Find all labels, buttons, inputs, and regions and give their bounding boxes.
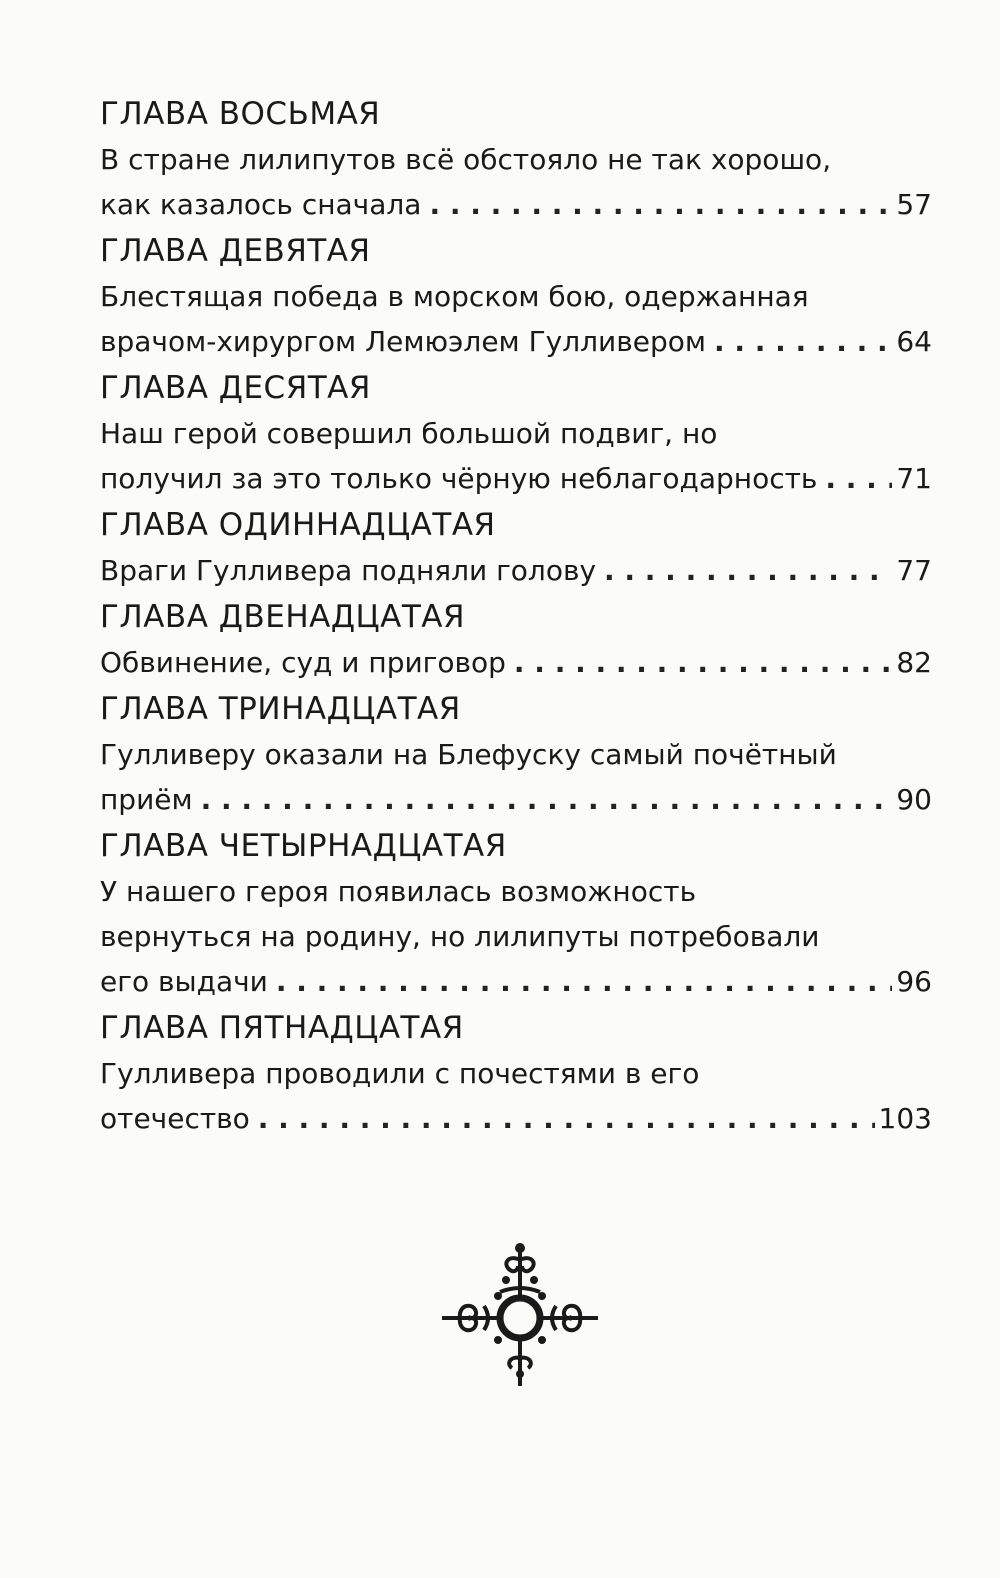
chapter-title <box>100 1051 932 1141</box>
toc-entry-chapter-11 <box>100 503 932 593</box>
chapter-title-line: отечество <box>100 1102 250 1135</box>
toc-entry-chapter-14 <box>100 824 932 1004</box>
flourish-ornament-icon <box>440 1240 600 1390</box>
chapter-title <box>100 548 932 593</box>
page-number: 90 <box>896 783 932 816</box>
toc-entry-chapter-15 <box>100 1006 932 1141</box>
toc-entry-chapter-12 <box>100 595 932 685</box>
chapter-title <box>100 411 932 501</box>
page-number: 64 <box>896 325 932 358</box>
chapter-heading: ГЛАВА ВОСЬМАЯ <box>100 96 381 132</box>
chapter-title-line: Гулливеру оказали на Блефуску самый почётный <box>100 738 837 771</box>
chapter-title-line: его выдачи <box>100 965 268 998</box>
chapter-heading: ГЛАВА ОДИННАДЦАТАЯ <box>100 507 496 543</box>
dot-leader <box>258 1096 875 1141</box>
chapter-heading: ГЛАВА ПЯТНАДЦАТАЯ <box>100 1010 464 1046</box>
page-number: 77 <box>896 554 932 587</box>
page-number: 57 <box>896 188 932 221</box>
table-of-contents <box>100 92 932 1141</box>
chapter-title-line: приём <box>100 783 193 816</box>
chapter-title-line: Обвинение, суд и приговор <box>100 646 506 679</box>
chapter-title-line: В стране лилипутов всё обстояло не так хорошо, <box>100 143 832 176</box>
chapter-title-line: получил за это только чёрную неблагодарность <box>100 462 818 495</box>
chapter-title-line: врачом-хирургом Лемюэлем Гулливером <box>100 325 706 358</box>
dot-leader <box>604 548 892 593</box>
chapter-title <box>100 137 932 227</box>
chapter-title <box>100 732 932 822</box>
page-number: 96 <box>896 965 932 998</box>
chapter-title <box>100 869 932 1004</box>
dot-leader <box>514 640 892 685</box>
chapter-title-line: Враги Гулливера подняли голову <box>100 554 597 587</box>
chapter-heading: ГЛАВА ДВЕНАДЦАТАЯ <box>100 599 466 635</box>
toc-entry-chapter-9 <box>100 229 932 364</box>
chapter-title-line: Гулливера проводили с почестями в его <box>100 1057 700 1090</box>
page-number: 71 <box>896 462 932 495</box>
dot-leader <box>429 182 892 227</box>
dot-leader <box>825 456 892 501</box>
chapter-heading: ГЛАВА ДЕСЯТАЯ <box>100 370 371 406</box>
page-number: 82 <box>896 646 932 679</box>
chapter-title-line: Блестящая победа в морском бою, одержанная <box>100 280 809 313</box>
dot-leader <box>201 777 893 822</box>
toc-entry-chapter-13 <box>100 687 932 822</box>
chapter-title-line: вернуться на родину, но лилипуты потребовали <box>100 920 820 953</box>
chapter-title-line: Наш герой совершил большой подвиг, но <box>100 417 718 450</box>
chapter-title-line: У нашего героя появилась возможность <box>100 875 697 908</box>
toc-entry-chapter-10 <box>100 366 932 501</box>
chapter-title <box>100 274 932 364</box>
toc-entry-chapter-8 <box>100 92 932 227</box>
chapter-title-line: как казалось сначала <box>100 188 422 221</box>
chapter-title <box>100 640 932 685</box>
chapter-heading: ГЛАВА ТРИНАДЦАТАЯ <box>100 691 461 727</box>
page-number: 103 <box>878 1102 932 1135</box>
chapter-heading: ГЛАВА ЧЕТЫРНАДЦАТАЯ <box>100 828 507 864</box>
chapter-heading: ГЛАВА ДЕВЯТАЯ <box>100 233 371 269</box>
dot-leader <box>714 319 892 364</box>
dot-leader <box>276 959 893 1004</box>
